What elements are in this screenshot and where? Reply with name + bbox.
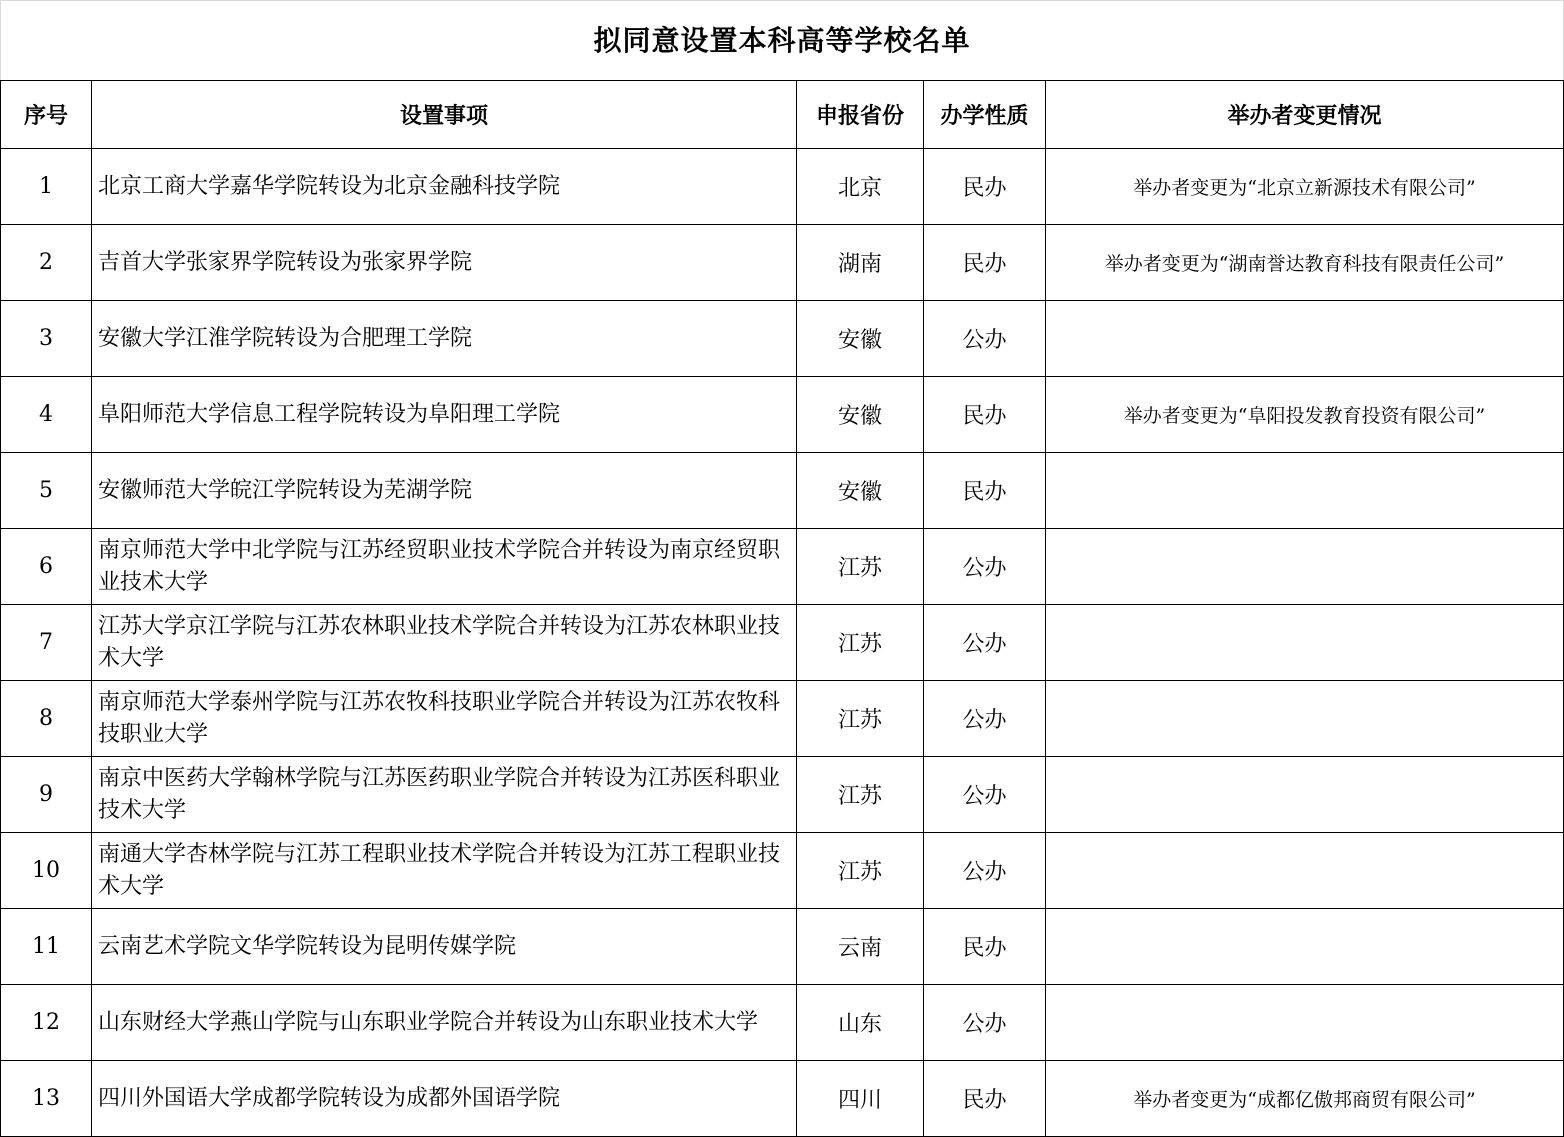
row-province-cell: 江苏 <box>797 681 924 757</box>
row-nature-cell: 民办 <box>924 377 1046 453</box>
row-province-cell: 江苏 <box>797 757 924 833</box>
row-province-cell: 安徽 <box>797 301 924 377</box>
row-change-cell: 举办者变更为“湖南誉达教育科技有限责任公司” <box>1046 225 1564 301</box>
table-row <box>1 605 1564 681</box>
row-change-cell <box>1046 681 1564 757</box>
row-num-cell: 7 <box>1 605 92 681</box>
row-change-cell: 举办者变更为“北京立新源技术有限公司” <box>1046 149 1564 225</box>
table-body <box>1 149 1564 1137</box>
row-num-cell: 2 <box>1 225 92 301</box>
row-num-cell: 6 <box>1 529 92 605</box>
row-province-cell: 江苏 <box>797 833 924 909</box>
row-nature-cell: 民办 <box>924 909 1046 985</box>
table-row <box>1 985 1564 1061</box>
row-change-cell: 举办者变更为“阜阳投发教育投资有限公司” <box>1046 377 1564 453</box>
row-num-cell: 13 <box>1 1061 92 1137</box>
table-row <box>1 301 1564 377</box>
header-nature: 办学性质 <box>924 81 1046 149</box>
row-nature-cell: 公办 <box>924 985 1046 1061</box>
row-nature-cell: 民办 <box>924 453 1046 529</box>
row-num-cell: 8 <box>1 681 92 757</box>
row-item-cell: 北京工商大学嘉华学院转设为北京金融科技学院 <box>92 149 797 225</box>
row-num-cell: 3 <box>1 301 92 377</box>
row-item-cell: 安徽师范大学皖江学院转设为芜湖学院 <box>92 453 797 529</box>
row-num-cell: 12 <box>1 985 92 1061</box>
row-nature-cell: 公办 <box>924 605 1046 681</box>
row-province-cell: 北京 <box>797 149 924 225</box>
row-num-cell: 10 <box>1 833 92 909</box>
row-nature-cell: 公办 <box>924 301 1046 377</box>
row-province-cell: 江苏 <box>797 605 924 681</box>
row-change-cell <box>1046 909 1564 985</box>
row-nature-cell: 公办 <box>924 681 1046 757</box>
row-num-cell: 11 <box>1 909 92 985</box>
table-row <box>1 225 1564 301</box>
row-item-cell: 南京师范大学泰州学院与江苏农牧科技职业学院合并转设为江苏农牧科技职业大学 <box>92 681 797 757</box>
table-row <box>1 1061 1564 1137</box>
row-province-cell: 江苏 <box>797 529 924 605</box>
row-item-cell: 四川外国语大学成都学院转设为成都外国语学院 <box>92 1061 797 1137</box>
row-nature-cell: 公办 <box>924 529 1046 605</box>
row-province-cell: 云南 <box>797 909 924 985</box>
row-num-cell: 4 <box>1 377 92 453</box>
row-item-cell: 南京师范大学中北学院与江苏经贸职业技术学院合并转设为南京经贸职业技术大学 <box>92 529 797 605</box>
table-row <box>1 681 1564 757</box>
document-title: 拟同意设置本科高等学校名单 <box>0 0 1564 80</box>
row-province-cell: 湖南 <box>797 225 924 301</box>
header-province: 申报省份 <box>797 81 924 149</box>
row-change-cell <box>1046 605 1564 681</box>
row-num-cell: 1 <box>1 149 92 225</box>
row-item-cell: 安徽大学江淮学院转设为合肥理工学院 <box>92 301 797 377</box>
row-num-cell: 9 <box>1 757 92 833</box>
row-nature-cell: 公办 <box>924 757 1046 833</box>
row-province-cell: 山东 <box>797 985 924 1061</box>
header-item: 设置事项 <box>92 81 797 149</box>
row-item-cell: 江苏大学京江学院与江苏农林职业技术学院合并转设为江苏农林职业技术大学 <box>92 605 797 681</box>
header-change: 举办者变更情况 <box>1046 81 1564 149</box>
row-province-cell: 四川 <box>797 1061 924 1137</box>
row-item-cell: 云南艺术学院文华学院转设为昆明传媒学院 <box>92 909 797 985</box>
row-nature-cell: 民办 <box>924 1061 1046 1137</box>
row-nature-cell: 民办 <box>924 149 1046 225</box>
table-row <box>1 149 1564 225</box>
row-change-cell <box>1046 529 1564 605</box>
row-change-cell <box>1046 453 1564 529</box>
school-list-table <box>0 80 1564 1137</box>
table-row <box>1 453 1564 529</box>
row-change-cell <box>1046 757 1564 833</box>
row-item-cell: 阜阳师范大学信息工程学院转设为阜阳理工学院 <box>92 377 797 453</box>
row-province-cell: 安徽 <box>797 453 924 529</box>
row-nature-cell: 公办 <box>924 833 1046 909</box>
table-row <box>1 529 1564 605</box>
row-item-cell: 山东财经大学燕山学院与山东职业学院合并转设为山东职业技术大学 <box>92 985 797 1061</box>
row-change-cell: 举办者变更为“成都亿傲邦商贸有限公司” <box>1046 1061 1564 1137</box>
row-nature-cell: 民办 <box>924 225 1046 301</box>
table-row <box>1 833 1564 909</box>
row-change-cell <box>1046 985 1564 1061</box>
table-row <box>1 377 1564 453</box>
row-change-cell <box>1046 833 1564 909</box>
row-change-cell <box>1046 301 1564 377</box>
row-province-cell: 安徽 <box>797 377 924 453</box>
row-item-cell: 吉首大学张家界学院转设为张家界学院 <box>92 225 797 301</box>
header-num: 序号 <box>1 81 92 149</box>
table-row <box>1 757 1564 833</box>
row-item-cell: 南通大学杏林学院与江苏工程职业技术学院合并转设为江苏工程职业技术大学 <box>92 833 797 909</box>
table-row <box>1 909 1564 985</box>
row-num-cell: 5 <box>1 453 92 529</box>
table-header-row <box>1 81 1564 149</box>
row-item-cell: 南京中医药大学翰林学院与江苏医药职业学院合并转设为江苏医科职业技术大学 <box>92 757 797 833</box>
